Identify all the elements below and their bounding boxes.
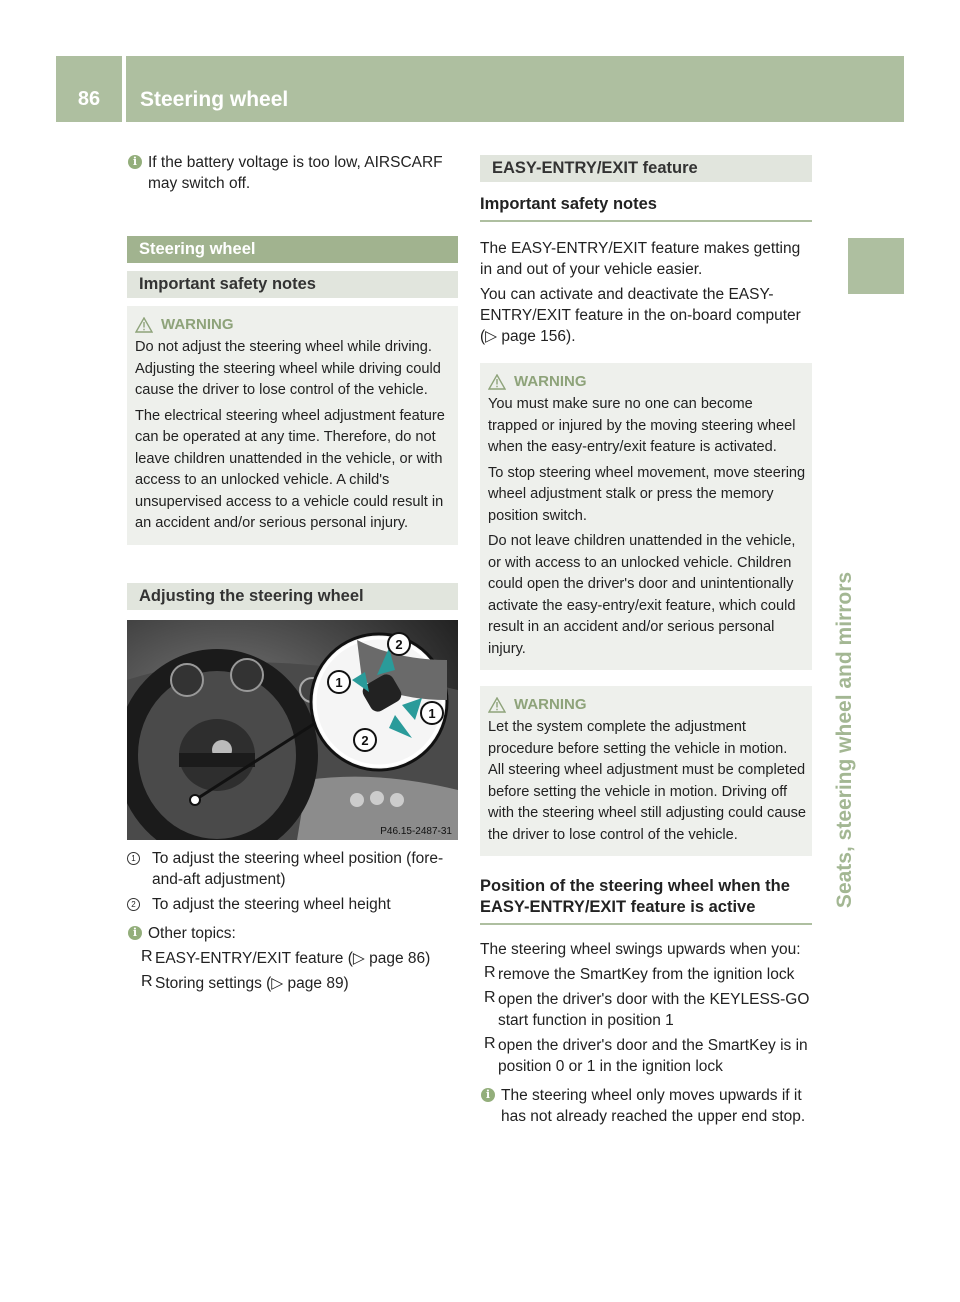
warning-triangle-icon <box>488 697 506 713</box>
list-item <box>127 848 458 890</box>
page-number: 86 <box>77 88 101 110</box>
final-note <box>480 1085 812 1127</box>
header-divider <box>122 56 126 122</box>
bullet-text: open the driver's door and the SmartKey is in position 0 or 1 in the ignition lock <box>498 1037 808 1075</box>
bullet-link[interactable]: EASY-ENTRY/EXIT feature (▷ page 86) <box>155 949 431 967</box>
steering-wheel-photo <box>127 620 458 840</box>
warning-paragraph: Do not adjust the steering wheel while driving. Adjusting the steering wheel while driving could cause the driver to lose control of the vehicle. <box>135 339 441 398</box>
info-icon: i <box>128 155 142 169</box>
other-topics-note <box>127 923 458 944</box>
list-item: R open the driver's door with the KEYLESS-GO start function in position 1 <box>480 989 812 1031</box>
callout-1-left <box>328 671 350 693</box>
intro-paragraph: You can activate and deactivate the EASY-ENTRY/EXIT feature in the on-board computer (▷ page 156). <box>480 286 801 345</box>
svg-text:2: 2 <box>395 636 403 652</box>
battery-note <box>127 152 458 194</box>
list-item: R remove the SmartKey from the ignition lock <box>484 964 795 983</box>
warning-label: WARNING <box>514 373 587 390</box>
svg-text:1: 1 <box>428 705 436 721</box>
side-tab-label: Seats, steering wheel and mirrors <box>833 571 856 909</box>
bullet-text: remove the SmartKey from the ignition lock <box>498 966 795 983</box>
warning-label: WARNING <box>514 696 587 713</box>
callout-2-top <box>388 633 410 655</box>
warning-header <box>488 696 806 713</box>
right-column <box>480 152 812 1127</box>
side-tab-marker <box>848 238 904 294</box>
header-title: Steering wheel <box>140 88 289 111</box>
list-item: R EASY-ENTRY/EXIT feature (▷ page 86) <box>141 947 431 967</box>
callout-1-right <box>421 702 443 724</box>
warning-triangle-icon <box>135 317 153 333</box>
safety-notes-title: Important safety notes <box>127 271 458 298</box>
battery-note-text: If the battery voltage is too low, AIRSCARF may switch off. <box>148 154 443 192</box>
final-note-text: The steering wheel only moves upwards if it has not already reached the upper end stop. <box>501 1087 806 1125</box>
left-column <box>127 152 458 994</box>
list-item: R open the driver's door and the SmartKey is in position 0 or 1 in the ignition lock <box>480 1035 812 1077</box>
page-header <box>56 56 904 122</box>
intro-paragraph: The EASY-ENTRY/EXIT feature makes getting in and out of your vehicle easier. <box>480 240 801 278</box>
warning-header <box>488 373 806 390</box>
callout-number: 2 <box>127 898 140 911</box>
steering-wheel-illustration <box>127 620 458 840</box>
list-item-text: To adjust the steering wheel position (fore-and-aft adjustment) <box>152 849 444 888</box>
warning-header <box>135 316 452 333</box>
safety-notes-title: Important safety notes <box>480 194 812 222</box>
warning-paragraph: Let the system complete the adjustment procedure before setting the vehicle in motion. All steering wheel adjustment must be completed before setting the vehicle in motion. Driving off with the steering wheel still adjusting could cause the driver to lose control of the vehicle. <box>488 719 806 843</box>
warning-box <box>480 363 812 670</box>
list-item: R Storing settings (▷ page 89) <box>141 972 349 992</box>
easy-entry-title: EASY-ENTRY/EXIT feature <box>480 155 812 182</box>
info-icon: i <box>128 926 142 940</box>
callout-2-bottom <box>354 729 376 751</box>
position-title: Position of the steering wheel when the EASY-ENTRY/EXIT feature is active <box>480 876 812 925</box>
list-item <box>127 894 458 915</box>
adjust-title: Adjusting the steering wheel <box>127 583 458 610</box>
other-topics-label: Other topics: <box>148 924 236 942</box>
warning-paragraph: To stop steering wheel movement, move steering wheel adjustment stalk or press the memory position switch. <box>488 464 806 524</box>
warning-box <box>127 306 458 545</box>
svg-text:2: 2 <box>361 732 369 748</box>
section-title-steering-wheel: Steering wheel <box>127 236 458 263</box>
callout-number: 1 <box>127 852 140 865</box>
bullet-text: open the driver's door with the KEYLESS-GO start function in position 1 <box>498 991 810 1029</box>
bullet-link[interactable]: Storing settings (▷ page 89) <box>155 974 349 992</box>
list-item-text: To adjust the steering wheel height <box>152 895 391 913</box>
warning-box <box>480 686 812 856</box>
warning-paragraph: The electrical steering wheel adjustment feature can be operated at any time. Therefore, do not leave children unattended in the vehicle, or with access to an unlocked vehicle. A child's unsupervised access to a vehicle could result in an accident and/or serious personal injury. <box>135 407 445 531</box>
warning-paragraph: You must make sure no one can become trapped or injured by the moving steering wheel when the easy-entry/exit feature is activated. <box>488 396 796 455</box>
warning-label: WARNING <box>161 316 234 333</box>
warning-paragraph: Do not leave children unattended in the vehicle, or with access to an unlocked vehicle. Children could open the driver's door and unintentionally activate the easy-entry/exit feature, which could result in an accident and/or serious personal injury. <box>488 533 796 657</box>
warning-triangle-icon <box>488 374 506 390</box>
figure-code: P46.15-2487-31 <box>380 825 452 837</box>
info-icon: i <box>481 1088 495 1102</box>
svg-text:1: 1 <box>335 674 343 690</box>
swing-intro: The steering wheel swings upwards when you: <box>480 941 801 958</box>
